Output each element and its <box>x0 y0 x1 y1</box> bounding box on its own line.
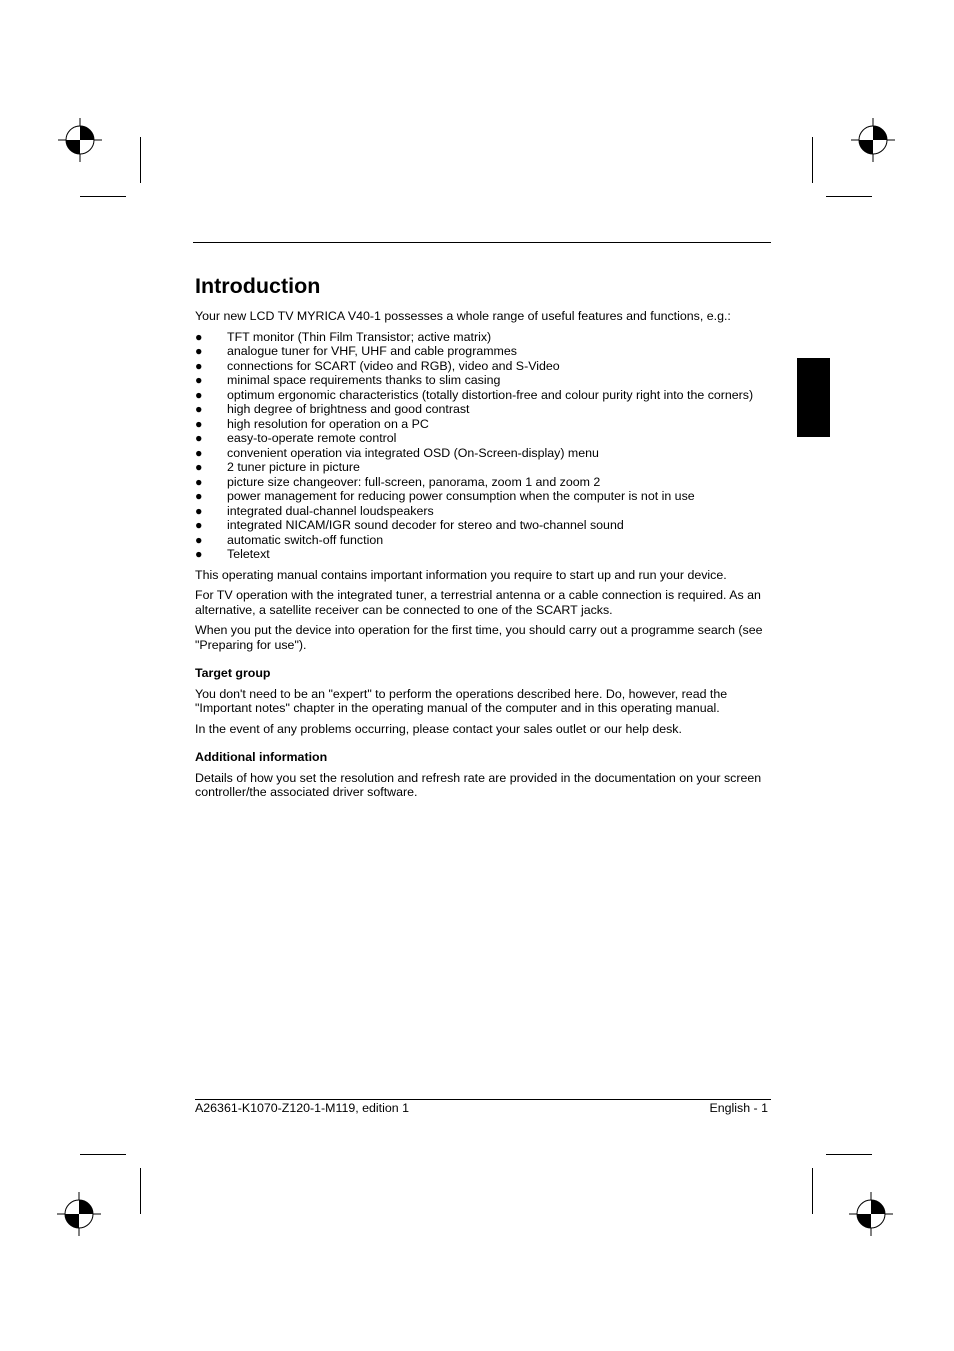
feature-text: power management for reducing power consumption when the computer is not in use <box>227 489 695 503</box>
bullet-icon: ● <box>195 532 203 547</box>
feature-text: integrated dual-channel loudspeakers <box>227 503 434 518</box>
additional-information-section <box>195 771 771 800</box>
feature-text: connections for SCART (video and RGB), video and S-Video <box>227 358 560 373</box>
body-paragraph: Details of how you set the resolution and refresh rate are provided in the documentation on your screen controller/the associated driver software. <box>195 770 762 799</box>
registration-mark-icon <box>849 1192 893 1236</box>
footer-rule <box>195 1099 771 1100</box>
feature-list-item <box>195 359 771 374</box>
feature-text: convenient operation via integrated OSD (On-Screen-display) menu <box>227 445 599 460</box>
crop-mark <box>80 196 126 197</box>
thumb-index-tab <box>797 358 830 437</box>
crop-mark <box>80 1154 126 1155</box>
body-paragraphs <box>195 568 771 653</box>
feature-text: TFT monitor (Thin Film Transistor; active matrix) <box>227 329 492 344</box>
feature-list-item <box>195 489 771 504</box>
feature-list-item <box>195 518 771 533</box>
bullet-icon: ● <box>195 329 203 344</box>
crop-mark <box>140 137 141 183</box>
body-paragraph: When you put the device into operation for the first time, you should carry out a programme search (see "Preparing for use"). <box>195 623 763 652</box>
feature-list-item <box>195 504 771 519</box>
bullet-icon: ● <box>195 416 203 431</box>
feature-text: picture size changeover: full-screen, panorama, zoom 1 and zoom 2 <box>227 474 601 489</box>
feature-list-item <box>195 475 771 490</box>
document-number: A26361-K1070-Z120-1-M119, edition 1 <box>195 1101 409 1115</box>
bullet-icon: ● <box>195 518 203 532</box>
bullet-icon: ● <box>195 460 203 474</box>
bullet-icon: ● <box>195 373 203 387</box>
crop-mark <box>812 1168 813 1214</box>
registration-mark-icon <box>58 118 102 162</box>
feature-list-item <box>195 373 771 388</box>
feature-list-item <box>195 330 771 345</box>
feature-text: optimum ergonomic characteristics (totally distortion-free and colour purity right into the corners) <box>227 387 754 402</box>
bullet-icon: ● <box>195 474 203 489</box>
bullet-icon: ● <box>195 358 203 373</box>
feature-text: high resolution for operation on a PC <box>227 416 429 431</box>
feature-text: analogue tuner for VHF, UHF and cable programmes <box>227 344 517 358</box>
target-group-section <box>195 687 771 737</box>
feature-list-item <box>195 344 771 359</box>
feature-text: minimal space requirements thanks to slim casing <box>227 373 501 387</box>
feature-text: Teletext <box>227 547 270 561</box>
page-title: Introduction <box>195 274 321 298</box>
feature-list-item <box>195 460 771 475</box>
page-content <box>195 272 771 806</box>
crop-mark <box>826 1154 872 1155</box>
section-heading-target-group: Target group <box>195 666 271 680</box>
crop-mark <box>140 1168 141 1214</box>
bullet-icon: ● <box>195 344 203 358</box>
registration-mark-icon <box>851 118 895 162</box>
bullet-icon: ● <box>195 445 203 460</box>
feature-list-item <box>195 547 771 562</box>
feature-list-item <box>195 388 771 403</box>
bullet-icon: ● <box>195 503 203 518</box>
bullet-icon: ● <box>195 547 203 561</box>
feature-list <box>195 330 771 562</box>
section-heading-additional-information: Additional information <box>195 750 328 764</box>
feature-list-item <box>195 417 771 432</box>
feature-text: 2 tuner picture in picture <box>227 460 360 474</box>
feature-list-item <box>195 402 771 417</box>
feature-text: easy-to-operate remote control <box>227 431 397 445</box>
feature-text: automatic switch-off function <box>227 532 384 547</box>
body-paragraph: In the event of any problems occurring, please contact your sales outlet or our help desk. <box>195 721 682 736</box>
crop-mark <box>812 137 813 183</box>
feature-list-item <box>195 533 771 548</box>
bullet-icon: ● <box>195 489 203 503</box>
crop-mark <box>826 196 872 197</box>
feature-text: integrated NICAM/IGR sound decoder for stereo and two-channel sound <box>227 518 624 532</box>
feature-list-item <box>195 431 771 446</box>
header-rule <box>193 242 771 243</box>
page-number: English - 1 <box>709 1101 768 1115</box>
registration-mark-icon <box>57 1192 101 1236</box>
body-paragraph: You don't need to be an "expert" to perform the operations described here. Do, however, read the "Important notes" chapter in the operating manual of the computer and in this operating manual. <box>195 686 728 715</box>
intro-paragraph: Your new LCD TV MYRICA V40-1 possesses a whole range of useful features and functions, e.g.: <box>195 309 731 323</box>
feature-list-item <box>195 446 771 461</box>
bullet-icon: ● <box>195 402 203 416</box>
body-paragraph: This operating manual contains important information you require to start up and run your device. <box>195 567 727 582</box>
feature-text: high degree of brightness and good contrast <box>227 402 470 416</box>
bullet-icon: ● <box>195 431 203 445</box>
body-paragraph: For TV operation with the integrated tuner, a terrestrial antenna or a cable connection is required. As an alternative, a satellite receiver can be connected to one of the SCART jacks. <box>195 588 761 617</box>
bullet-icon: ● <box>195 387 203 402</box>
